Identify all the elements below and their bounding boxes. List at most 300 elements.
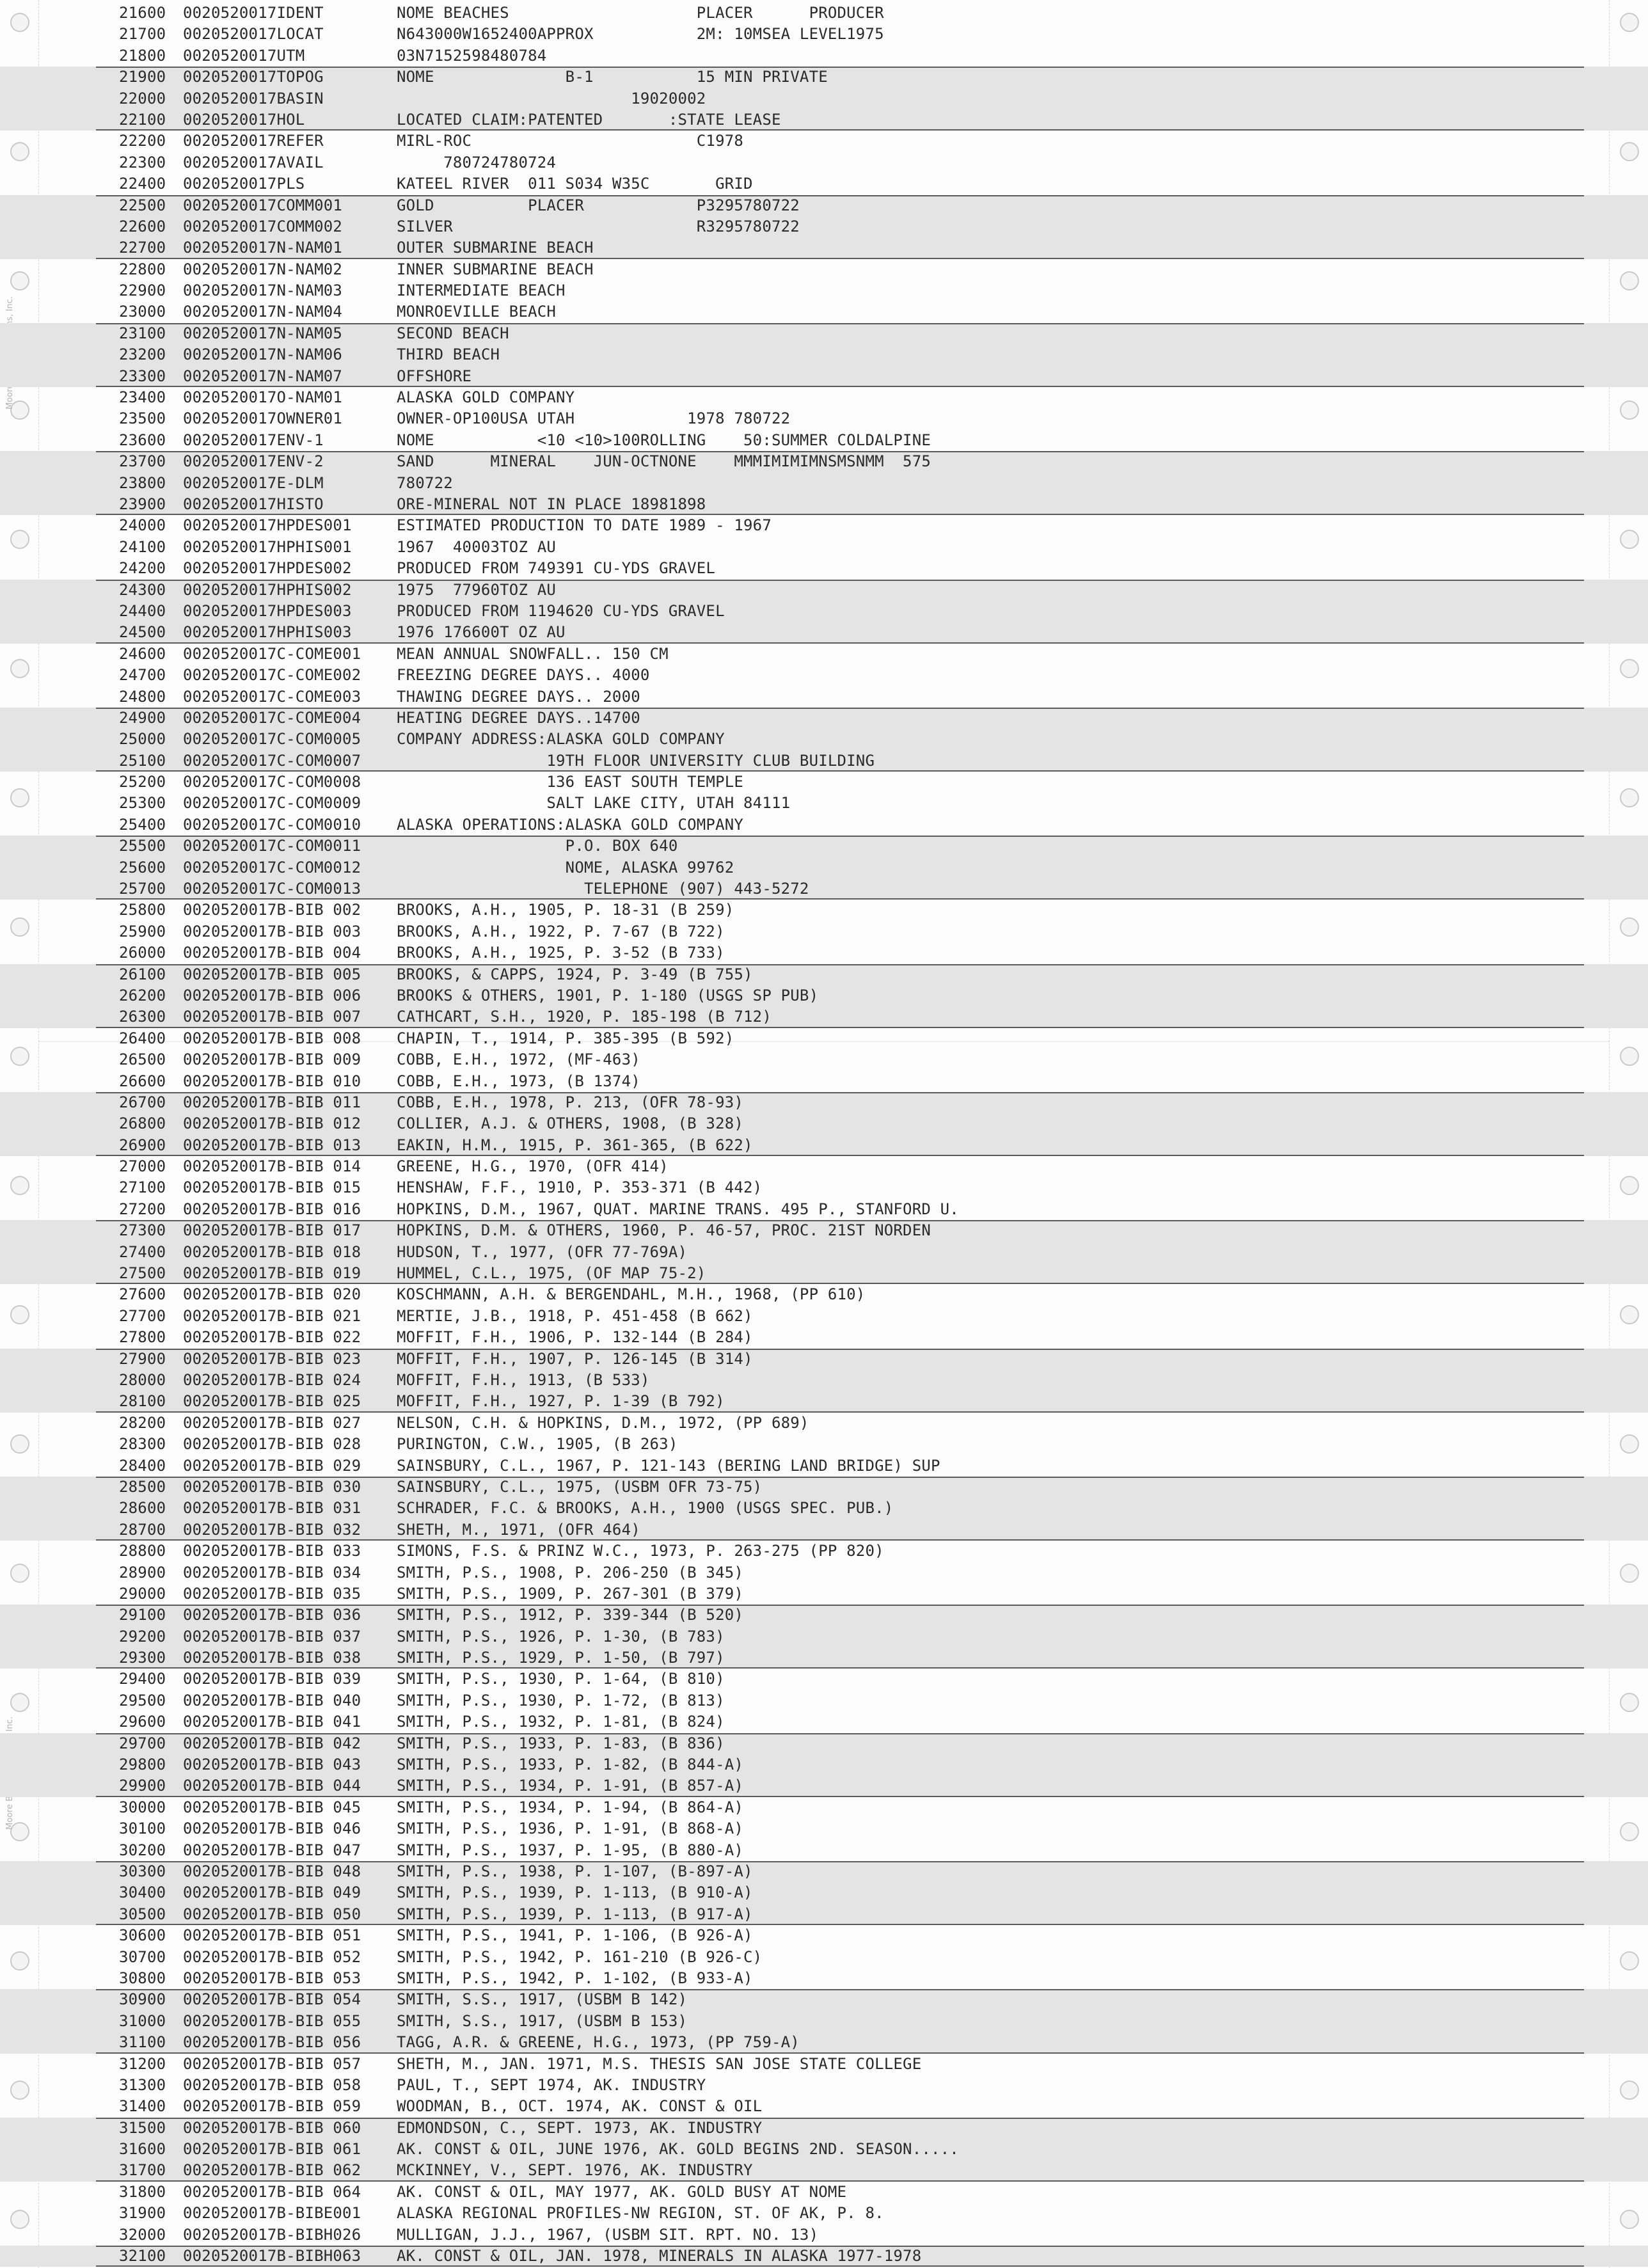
listing-line	[0, 1925, 1648, 1946]
record-key: 0020520017B-BIB 005	[183, 965, 361, 983]
line-number: 23300	[119, 367, 166, 385]
record-key: 0020520017TOPOG	[183, 68, 324, 86]
record-text: SAINSBURY, C.L., 1975, (USBM OFR 73-75)	[397, 1477, 763, 1496]
record-text: SHETH, M., JAN. 1971, M.S. THESIS SAN JOSE STATE COLLEGE	[397, 2054, 922, 2073]
record-text: MOFFIT, F.H., 1906, P. 132-144 (B 284)	[397, 1328, 753, 1347]
listing-line	[0, 408, 1648, 429]
line-number: 22700	[119, 239, 166, 257]
record-text: BROOKS, A.H., 1905, P. 18-31 (B 259)	[397, 901, 734, 919]
record-text: WOODMAN, B., OCT. 1974, AK. CONST & OIL	[397, 2097, 763, 2116]
line-number: 22100	[119, 110, 166, 129]
record-key: 0020520017OWNER01	[183, 409, 343, 428]
listing-line	[0, 1156, 1648, 1177]
listing-line	[0, 2182, 1648, 2203]
listing-line	[0, 1135, 1648, 1156]
listing-line	[0, 259, 1648, 280]
record-text: NOME B-1 15 MIN PRIVATE	[397, 68, 828, 86]
line-number: 23100	[119, 324, 166, 342]
listing-line	[0, 1071, 1648, 1092]
record-text: N643000W1652400APPROX 2M: 10MSEA LEVEL1975	[397, 25, 884, 44]
line-number: 26200	[119, 986, 166, 1004]
line-number: 25500	[119, 837, 166, 855]
record-text: P.O. BOX 640	[397, 837, 678, 855]
record-text: BROOKS, A.H., 1925, P. 3-52 (B 733)	[397, 944, 725, 962]
line-number: 24300	[119, 580, 166, 599]
listing-line	[0, 1562, 1648, 1583]
listing-line	[0, 237, 1648, 258]
line-number: 27800	[119, 1328, 166, 1347]
line-number: 25600	[119, 858, 166, 876]
line-number: 31400	[119, 2097, 166, 2116]
line-number: 29200	[119, 1627, 166, 1645]
record-key: 0020520017C-COME002	[183, 666, 361, 685]
record-key: 0020520017B-BIB 007	[183, 1008, 361, 1026]
record-text: PRODUCED FROM 749391 CU-YDS GRAVEL	[397, 559, 716, 578]
record-key: 0020520017B-BIB 002	[183, 901, 361, 919]
record-key: 0020520017C-COM0013	[183, 880, 361, 898]
record-key: 0020520017B-BIB 040	[183, 1691, 361, 1709]
line-number: 21700	[119, 25, 166, 44]
record-text: SMITH, P.S., 1930, P. 1-64, (B 810)	[397, 1670, 725, 1688]
record-key: 0020520017B-BIB 064	[183, 2182, 361, 2201]
record-text: EDMONDSON, C., SEPT. 1973, AK. INDUSTRY	[397, 2118, 763, 2137]
record-text: SMITH, P.S., 1933, P. 1-82, (B 844-A)	[397, 1756, 744, 1774]
line-number: 25900	[119, 922, 166, 940]
record-text: THIRD BEACH	[397, 345, 500, 364]
line-number: 31700	[119, 2161, 166, 2180]
listing-line	[0, 1754, 1648, 1775]
listing-line	[0, 515, 1648, 536]
record-text: OWNER-OP100USA UTAH 1978 780722	[397, 409, 791, 428]
record-key: 0020520017UTM	[183, 46, 305, 65]
record-text: MERTIE, J.B., 1918, P. 451-458 (B 662)	[397, 1306, 753, 1325]
record-key: 0020520017B-BIB 041	[183, 1713, 361, 1731]
line-number: 29300	[119, 1649, 166, 1667]
line-number: 21800	[119, 46, 166, 65]
record-text: INNER SUBMARINE BEACH	[397, 260, 594, 278]
listing-line	[0, 857, 1648, 878]
record-key: 0020520017LOCAT	[183, 25, 324, 44]
record-key: 0020520017B-BIB 023	[183, 1349, 361, 1368]
line-number: 31500	[119, 2118, 166, 2137]
record-key: 0020520017B-BIB 055	[183, 2011, 361, 2030]
line-number: 28800	[119, 1542, 166, 1560]
line-number: 30700	[119, 1947, 166, 1966]
record-text: MULLIGAN, J.J., 1967, (USBM SIT. RPT. NO. 13)	[397, 2225, 819, 2244]
listing-line	[0, 985, 1648, 1006]
record-key: 0020520017HPDES002	[183, 559, 352, 578]
line-number: 28000	[119, 1371, 166, 1389]
listing-line	[0, 131, 1648, 152]
listing-line	[0, 2118, 1648, 2139]
record-text: NOME <10 <10>100ROLLING 50:SUMMER COLDALPINE	[397, 431, 931, 449]
record-key: 0020520017BASIN	[183, 89, 324, 107]
record-key: 0020520017B-BIB 035	[183, 1584, 361, 1603]
record-key: 0020520017B-BIB 017	[183, 1221, 361, 1240]
listing-line	[0, 451, 1648, 472]
line-number: 26600	[119, 1072, 166, 1090]
listing-line	[0, 1263, 1648, 1284]
record-key: 0020520017B-BIB 031	[183, 1499, 361, 1518]
record-key: 0020520017C-COME003	[183, 687, 361, 706]
record-text: SAINSBURY, C.L., 1967, P. 121-143 (BERING LAND BRIDGE) SUP	[397, 1456, 940, 1475]
record-key: 0020520017B-BIB 045	[183, 1798, 361, 1816]
record-key: 0020520017B-BIB 014	[183, 1157, 361, 1176]
record-text: HOPKINS, D.M. & OTHERS, 1960, P. 46-57, PROC. 21ST NORDEN	[397, 1221, 931, 1240]
line-number: 22200	[119, 132, 166, 150]
line-number: 23400	[119, 388, 166, 407]
record-text: THAWING DEGREE DAYS.. 2000	[397, 687, 640, 706]
record-key: 0020520017B-BIB 011	[183, 1093, 361, 1111]
record-text: BROOKS, A.H., 1922, P. 7-67 (B 722)	[397, 922, 725, 940]
listing-line	[0, 387, 1648, 408]
line-number: 24800	[119, 687, 166, 706]
record-text: AK. CONST & OIL, JAN. 1978, MINERALS IN ALASKA 1977-1978	[397, 2247, 922, 2265]
record-text: SMITH, P.S., 1933, P. 1-83, (B 836)	[397, 1734, 725, 1752]
listing-line	[0, 601, 1648, 622]
line-number: 26800	[119, 1114, 166, 1133]
record-text: 780722	[397, 473, 453, 492]
record-key: 0020520017N-NAM04	[183, 303, 343, 321]
line-number: 24700	[119, 666, 166, 685]
record-key: 0020520017B-BIB 049	[183, 1883, 361, 1902]
record-key: 0020520017N-NAM07	[183, 367, 343, 385]
record-key: 0020520017B-BIB 032	[183, 1520, 361, 1539]
line-number: 31900	[119, 2204, 166, 2223]
listing-line	[0, 473, 1648, 494]
record-key: 0020520017B-BIB 056	[183, 2033, 361, 2052]
line-number: 30600	[119, 1926, 166, 1945]
listing-line	[0, 280, 1648, 301]
record-key: 0020520017B-BIBH026	[183, 2225, 361, 2244]
listing-line	[0, 1968, 1648, 1989]
record-text: NOME, ALASKA 99762	[397, 858, 734, 876]
record-text: PRODUCED FROM 1194620 CU-YDS GRAVEL	[397, 601, 725, 620]
listing-line	[0, 793, 1648, 814]
listing-line	[0, 2032, 1648, 2053]
line-number: 27300	[119, 1221, 166, 1240]
record-key: 0020520017B-BIB 022	[183, 1328, 361, 1347]
record-key: 0020520017B-BIB 050	[183, 1905, 361, 1923]
line-number: 28400	[119, 1456, 166, 1475]
line-number: 26400	[119, 1029, 166, 1047]
record-key: 0020520017B-BIB 051	[183, 1926, 361, 1945]
line-number: 28500	[119, 1477, 166, 1496]
record-key: 0020520017HPDES003	[183, 601, 352, 620]
line-number: 26100	[119, 965, 166, 983]
listing-line	[0, 878, 1648, 900]
line-number: 24900	[119, 708, 166, 727]
record-text: GREENE, H.G., 1970, (OFR 414)	[397, 1157, 669, 1176]
record-text: HOPKINS, D.M., 1967, QUAT. MARINE TRANS. 495 P., STANFORD U.	[397, 1200, 959, 1218]
listing-line	[0, 1947, 1648, 1968]
record-text: 19020002	[397, 89, 706, 107]
record-key: 0020520017N-NAM02	[183, 260, 343, 278]
record-text: LOCATED CLAIM:PATENTED :STATE LEASE	[397, 110, 781, 129]
line-number: 25700	[119, 880, 166, 898]
listing-line	[0, 1327, 1648, 1348]
line-number: 24200	[119, 559, 166, 578]
record-text: AK. CONST & OIL, JUNE 1976, AK. GOLD BEGINS 2ND. SEASON.....	[397, 2140, 959, 2159]
listing-line	[0, 1006, 1648, 1027]
record-key: 0020520017B-BIB 033	[183, 1542, 361, 1560]
record-text: SMITH, P.S., 1941, P. 1-106, (B 926-A)	[397, 1926, 753, 1945]
record-text: SHETH, M., 1971, (OFR 464)	[397, 1520, 640, 1539]
record-text: MOFFIT, F.H., 1913, (B 533)	[397, 1371, 650, 1389]
listing-line	[0, 686, 1648, 708]
listing-line	[0, 1434, 1648, 1455]
line-number: 28700	[119, 1520, 166, 1539]
record-text: COBB, E.H., 1972, (MF-463)	[397, 1051, 640, 1069]
listing-line	[0, 1391, 1648, 1412]
listing-line	[0, 964, 1648, 985]
record-text: SMITH, P.S., 1930, P. 1-72, (B 813)	[397, 1691, 725, 1709]
listing-line	[0, 2075, 1648, 2096]
record-text: SMITH, P.S., 1937, P. 1-95, (B 880-A)	[397, 1841, 744, 1859]
line-number: 22300	[119, 153, 166, 171]
record-key: 0020520017B-BIB 038	[183, 1649, 361, 1667]
record-key: 0020520017B-BIB 024	[183, 1371, 361, 1389]
listing-line	[0, 195, 1648, 216]
record-key: 0020520017N-NAM06	[183, 345, 343, 364]
listing-line	[0, 1840, 1648, 1861]
line-number: 25100	[119, 751, 166, 770]
listing-line	[0, 1455, 1648, 1477]
line-number: 27600	[119, 1285, 166, 1304]
record-key: 0020520017C-COME001	[183, 644, 361, 663]
record-text: SMITH, P.S., 1936, P. 1-91, (B 868-A)	[397, 1820, 744, 1838]
listing-line	[0, 344, 1648, 365]
record-key: 0020520017B-BIB 003	[183, 922, 361, 940]
line-number: 25800	[119, 901, 166, 919]
listing-line	[0, 836, 1648, 857]
listing-line	[0, 2054, 1648, 2075]
record-key: 0020520017E-DLM	[183, 473, 324, 492]
record-key: 0020520017C-COM0010	[183, 815, 361, 834]
record-text: CHAPIN, T., 1914, P. 385-395 (B 592)	[397, 1029, 734, 1047]
record-text: ALASKA GOLD COMPANY	[397, 388, 575, 407]
record-text: SMITH, P.S., 1934, P. 1-91, (B 857-A)	[397, 1777, 744, 1795]
record-key: 0020520017B-BIB 016	[183, 1200, 361, 1218]
listing-line	[0, 1818, 1648, 1839]
record-text: BROOKS & OTHERS, 1901, P. 1-180 (USGS SP PUB)	[397, 986, 819, 1004]
line-number: 25400	[119, 815, 166, 834]
listing-line	[0, 88, 1648, 109]
record-key: 0020520017B-BIB 042	[183, 1734, 361, 1752]
record-text: SMITH, P.S., 1912, P. 339-344 (B 520)	[397, 1606, 744, 1624]
record-key: 0020520017B-BIB 054	[183, 1990, 361, 2009]
record-text: KOSCHMANN, A.H. & BERGENDAHL, M.H., 1968, (PP 610)	[397, 1285, 866, 1304]
record-key: 0020520017B-BIB 046	[183, 1820, 361, 1838]
listing-line	[0, 1498, 1648, 1519]
record-text: SALT LAKE CITY, UTAH 84111	[397, 794, 791, 813]
record-text: HENSHAW, F.F., 1910, P. 353-371 (B 442)	[397, 1178, 763, 1197]
line-number: 31000	[119, 2011, 166, 2030]
record-key: 0020520017B-BIB 030	[183, 1477, 361, 1496]
record-key: 0020520017HOL	[183, 110, 305, 129]
line-number: 29100	[119, 1606, 166, 1624]
line-number: 23500	[119, 409, 166, 428]
line-number: 27500	[119, 1264, 166, 1283]
record-text: COBB, E.H., 1978, P. 213, (OFR 78-93)	[397, 1093, 744, 1111]
record-key: 0020520017B-BIB 062	[183, 2161, 361, 2180]
record-text: SMITH, S.S., 1917, (USBM B 153)	[397, 2011, 688, 2030]
listing-line	[0, 1028, 1648, 1049]
line-number: 26700	[119, 1093, 166, 1111]
line-number: 24500	[119, 623, 166, 642]
line-number: 29500	[119, 1691, 166, 1709]
line-number: 31300	[119, 2075, 166, 2094]
record-text: COBB, E.H., 1973, (B 1374)	[397, 1072, 640, 1090]
listing-line	[0, 1477, 1648, 1498]
record-text: 1976 176600T OZ AU	[397, 623, 566, 642]
record-key: 0020520017HPHIS001	[183, 537, 352, 556]
line-number: 23900	[119, 495, 166, 513]
listing-line	[0, 537, 1648, 558]
listing-line	[0, 1797, 1648, 1818]
record-key: 0020520017COMM001	[183, 196, 343, 214]
record-text: HUMMEL, C.L., 1975, (OF MAP 75-2)	[397, 1264, 706, 1283]
listing-line	[0, 729, 1648, 750]
record-text: EAKIN, H.M., 1915, P. 361-365, (B 622)	[397, 1136, 753, 1154]
record-key: 0020520017B-BIB 048	[183, 1862, 361, 1880]
record-text: SMITH, S.S., 1917, (USBM B 142)	[397, 1990, 688, 2009]
listing-line	[0, 1413, 1648, 1434]
record-text: OUTER SUBMARINE BEACH	[397, 239, 594, 257]
line-number: 25200	[119, 773, 166, 791]
record-key: 0020520017B-BIB 015	[183, 1178, 361, 1197]
record-key: 0020520017B-BIB 047	[183, 1841, 361, 1859]
record-text: GOLD PLACER P3295780722	[397, 196, 800, 214]
record-text: SECOND BEACH	[397, 324, 509, 342]
listing-line	[0, 1306, 1648, 1327]
listing-line	[0, 173, 1648, 194]
listing-line	[0, 2011, 1648, 2032]
line-number: 22600	[119, 217, 166, 235]
record-key: 0020520017B-BIB 043	[183, 1756, 361, 1774]
record-text: NOME BEACHES PLACER PRODUCER	[397, 4, 884, 22]
record-text: OFFSHORE	[397, 367, 472, 385]
record-key: 0020520017N-NAM05	[183, 324, 343, 342]
record-key: 0020520017B-BIB 021	[183, 1306, 361, 1325]
listing-line	[0, 750, 1648, 772]
line-number: 29900	[119, 1777, 166, 1795]
listing-line	[0, 1220, 1648, 1241]
record-text: AK. CONST & OIL, MAY 1977, AK. GOLD BUSY AT NOME	[397, 2182, 847, 2201]
listing-line	[0, 1861, 1648, 1882]
listing-line	[0, 24, 1648, 45]
listing-line	[0, 109, 1648, 131]
listing-line	[0, 301, 1648, 322]
listing-line	[0, 1989, 1648, 2010]
record-key: 0020520017PLS	[183, 175, 305, 193]
record-text: SMITH, P.S., 1908, P. 206-250 (B 345)	[397, 1563, 744, 1582]
listing-line	[0, 644, 1648, 665]
line-number: 24000	[119, 516, 166, 535]
listing-line	[0, 2203, 1648, 2224]
line-number: 21600	[119, 4, 166, 22]
record-key: 0020520017C-COM0012	[183, 858, 361, 876]
record-text: CATHCART, S.H., 1920, P. 185-198 (B 712)	[397, 1008, 772, 1026]
line-number: 26000	[119, 944, 166, 962]
line-number: 31800	[119, 2182, 166, 2201]
line-number: 23700	[119, 452, 166, 471]
listing-line	[0, 2096, 1648, 2117]
record-key: 0020520017B-BIBH063	[183, 2247, 361, 2265]
line-number: 28900	[119, 1563, 166, 1582]
record-key: 0020520017C-COM0011	[183, 837, 361, 855]
record-key: 0020520017B-BIB 059	[183, 2097, 361, 2116]
listing-line	[0, 1242, 1648, 1263]
record-text: SILVER R3295780722	[397, 217, 800, 235]
line-number: 22400	[119, 175, 166, 193]
record-key: 0020520017IDENT	[183, 4, 324, 22]
record-key: 0020520017B-BIB 009	[183, 1051, 361, 1069]
record-key: 0020520017B-BIB 034	[183, 1563, 361, 1582]
line-number: 30800	[119, 1969, 166, 1987]
listing-line	[0, 1049, 1648, 1070]
line-number: 28600	[119, 1499, 166, 1518]
record-text: HEATING DEGREE DAYS..14700	[397, 708, 640, 727]
record-key: 0020520017B-BIB 058	[183, 2075, 361, 2094]
record-text: SMITH, P.S., 1926, P. 1-30, (B 783)	[397, 1627, 725, 1645]
line-number: 29600	[119, 1713, 166, 1731]
record-text: TELEPHONE (907) 443-5272	[397, 880, 809, 898]
line-number: 28200	[119, 1413, 166, 1432]
record-key: 0020520017B-BIB 028	[183, 1435, 361, 1454]
record-key: 0020520017B-BIB 037	[183, 1627, 361, 1645]
line-number: 22500	[119, 196, 166, 214]
line-number: 32000	[119, 2225, 166, 2244]
listing-line	[0, 430, 1648, 451]
line-number: 30300	[119, 1862, 166, 1880]
line-number: 24100	[119, 537, 166, 556]
record-key: 0020520017COMM002	[183, 217, 343, 235]
record-text: MOFFIT, F.H., 1907, P. 126-145 (B 314)	[397, 1349, 753, 1368]
listing-line	[0, 1199, 1648, 1220]
record-text: FREEZING DEGREE DAYS.. 4000	[397, 666, 650, 685]
line-number: 29800	[119, 1756, 166, 1774]
record-key: 0020520017B-BIB 008	[183, 1029, 361, 1047]
record-key: 0020520017C-COM0007	[183, 751, 361, 770]
listing-line	[0, 1626, 1648, 1647]
line-number: 31100	[119, 2033, 166, 2052]
listing-line	[0, 152, 1648, 173]
line-number: 30100	[119, 1820, 166, 1838]
line-number: 21900	[119, 68, 166, 86]
listing-line	[0, 1113, 1648, 1134]
record-key: 0020520017B-BIB 010	[183, 1072, 361, 1090]
record-text: ALASKA OPERATIONS:ALASKA GOLD COMPANY	[397, 815, 744, 834]
record-key: 0020520017REFER	[183, 132, 324, 150]
record-text: 03N7152598480784	[397, 46, 547, 65]
record-text: MONROEVILLE BEACH	[397, 303, 557, 321]
record-text: SMITH, P.S., 1932, P. 1-81, (B 824)	[397, 1713, 725, 1731]
record-text: COLLIER, A.J. & OTHERS, 1908, (B 328)	[397, 1114, 744, 1133]
record-text: PAUL, T., SEPT 1974, AK. INDUSTRY	[397, 2075, 706, 2094]
record-key: 0020520017B-BIB 052	[183, 1947, 361, 1966]
line-number: 26900	[119, 1136, 166, 1154]
record-listing	[0, 3, 1648, 2267]
record-text: ORE-MINERAL NOT IN PLACE 18981898	[397, 495, 706, 513]
line-number: 23000	[119, 303, 166, 321]
record-key: 0020520017C-COM0008	[183, 773, 361, 791]
record-text: ALASKA REGIONAL PROFILES-NW REGION, ST. OF AK, P. 8.	[397, 2204, 884, 2223]
record-text: SIMONS, F.S. & PRINZ W.C., 1973, P. 263-275 (PP 820)	[397, 1542, 884, 1560]
line-number: 27000	[119, 1157, 166, 1176]
listing-line	[0, 772, 1648, 793]
line-number: 24400	[119, 601, 166, 620]
